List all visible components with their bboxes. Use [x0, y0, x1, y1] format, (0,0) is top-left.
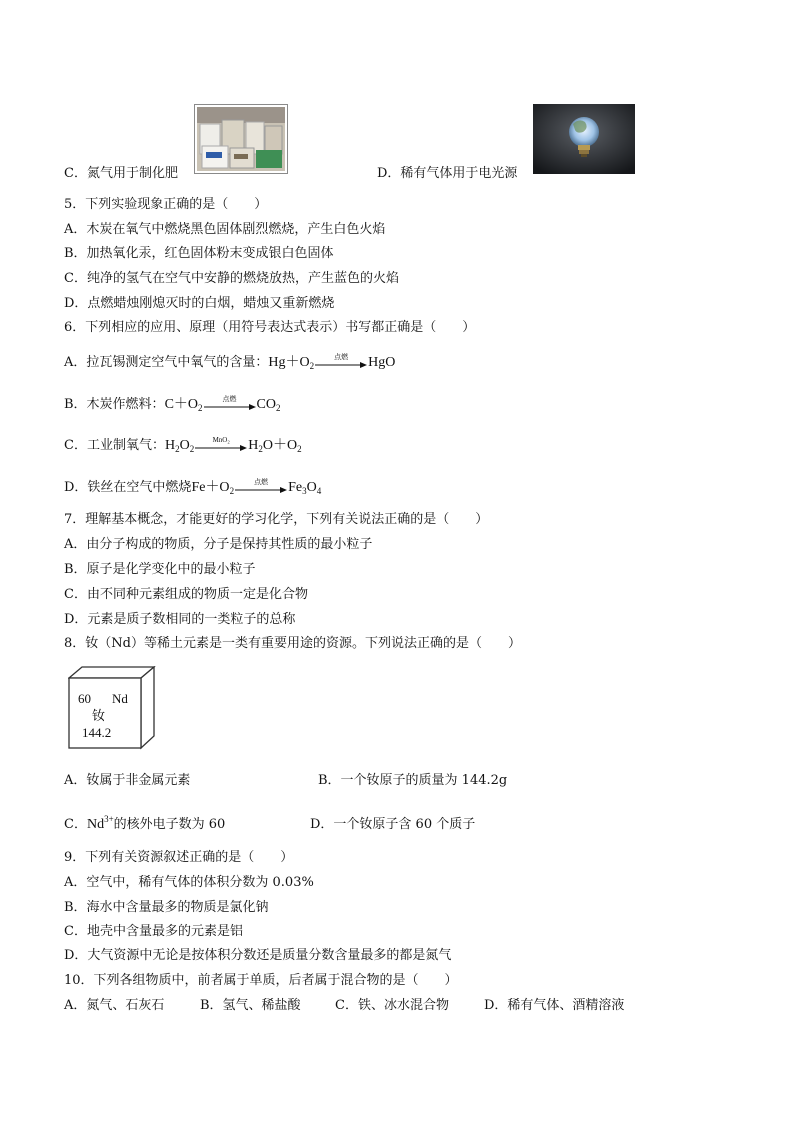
q6-option-c-label: C．工业制氧气： — [64, 438, 165, 453]
q9-stem: 9．下列有关资源叙述正确的是（ ） — [64, 850, 294, 865]
element-atomic-number: 60 — [78, 691, 91, 706]
fertilizer-bags-image — [194, 104, 288, 178]
element-card-neodymium — [68, 666, 156, 754]
q8-option-d: D．一个钕原子含 60 个质子 — [310, 817, 476, 832]
q6-option-b-label: B．木炭作燃料： — [64, 397, 165, 412]
q6-stem: 6．下列相应的应用、原理（用符号表达式表示）书写都正确是（ ） — [64, 320, 476, 335]
q7-option-b: B．原子是化学变化中的最小粒子 — [64, 562, 256, 577]
q9-option-b: B．海水中含量最多的物质是氯化钠 — [64, 900, 269, 915]
q6-option-c — [64, 437, 302, 455]
q6-option-b — [64, 396, 280, 414]
reaction-arrow: 点燃 — [315, 356, 367, 370]
q6-option-c-equation: $H_2O_2$ MnO₂ $H_2O+O_2$ — [164, 435, 302, 454]
q8-option-a: A．钕属于非金属元素 — [64, 773, 191, 788]
element-atomic-mass: 144.2 — [82, 725, 112, 740]
q8-option-c-text: 的核外电子数为 60 — [113, 817, 226, 832]
reaction-arrow: MnO₂ — [195, 439, 247, 453]
q6-option-d-equation: $Fe+O_2$ 点燃 $Fe_3O_4$ — [191, 477, 322, 496]
q10-option-a: A．氮气、石灰石 — [64, 998, 165, 1013]
light-bulb-image — [533, 104, 635, 178]
q10-option-b: B．氢气、稀盐酸 — [200, 998, 301, 1013]
q8-stem: 8．钕（Nd）等稀土元素是一类有重要用途的资源。下列说法正确的是（ ） — [64, 636, 521, 651]
q9-option-c: C．地壳中含量最多的元素是铝 — [64, 924, 243, 939]
q7-option-c: C．由不同种元素组成的物质一定是化合物 — [64, 587, 308, 602]
q10-stem: 10．下列各组物质中，前者属于单质，后者属于混合物的是（ ） — [64, 973, 458, 988]
q6-option-a-equation: $Hg+O_2$ 点燃 HgO — [268, 352, 396, 371]
q5-option-c: C．纯净的氢气在空气中安静的燃烧放热，产生蓝色的火焰 — [64, 271, 399, 286]
element-name: 钕 — [92, 708, 106, 723]
reaction-arrow: 点燃 — [204, 398, 256, 412]
q7-option-a: A．由分子构成的物质，分子是保持其性质的最小粒子 — [64, 537, 373, 552]
q8-option-c: C．$Nd^{3+}$的核外电子数为 60 — [64, 814, 226, 832]
q4-option-c: C．氮气用于制化肥 — [64, 166, 178, 181]
q10-option-c: C．铁、冰水混合物 — [335, 998, 449, 1013]
q5-option-a: A．木炭在氧气中燃烧黑色固体剧烈燃烧，产生白色火焰 — [64, 222, 386, 237]
q7-stem: 7．理解基本概念，才能更好的学习化学，下列有关说法正确的是（ ） — [64, 512, 489, 527]
reaction-arrow: 点燃 — [235, 481, 287, 495]
element-symbol: Nd — [112, 691, 128, 706]
q6-option-b-equation: $C+O_2$ 点燃 $CO_2$ — [164, 394, 281, 413]
q7-option-d: D．元素是质子数相同的一类粒子的总称 — [64, 612, 296, 627]
q5-option-d: D．点燃蜡烛刚熄灭时的白烟，蜡烛又重新燃烧 — [64, 296, 335, 311]
q5-option-b: B．加热氧化汞，红色固体粉末变成银白色固体 — [64, 246, 334, 261]
q6-option-d — [64, 479, 321, 497]
q9-option-a: A．空气中，稀有气体的体积分数为 0.03% — [64, 875, 314, 890]
q6-option-d-label: D．铁丝在空气中燃烧 — [64, 480, 192, 495]
q6-option-a-label: A．拉瓦锡测定空气中氧气的含量： — [64, 355, 269, 370]
q8-option-b: B．一个钕原子的质量为 144.2g — [318, 773, 508, 788]
q6-option-a — [64, 354, 395, 372]
neodymium-ion-formula: $Nd^{3+}$ — [86, 814, 114, 832]
q5-stem: 5．下列实验现象正确的是（ ） — [64, 197, 268, 212]
q4-option-d: D．稀有气体用于电光源 — [377, 166, 518, 181]
q10-option-d: D．稀有气体、酒精溶液 — [484, 998, 625, 1013]
q9-option-d: D．大气资源中无论是按体积分数还是质量分数含量最多的都是氮气 — [64, 948, 452, 963]
